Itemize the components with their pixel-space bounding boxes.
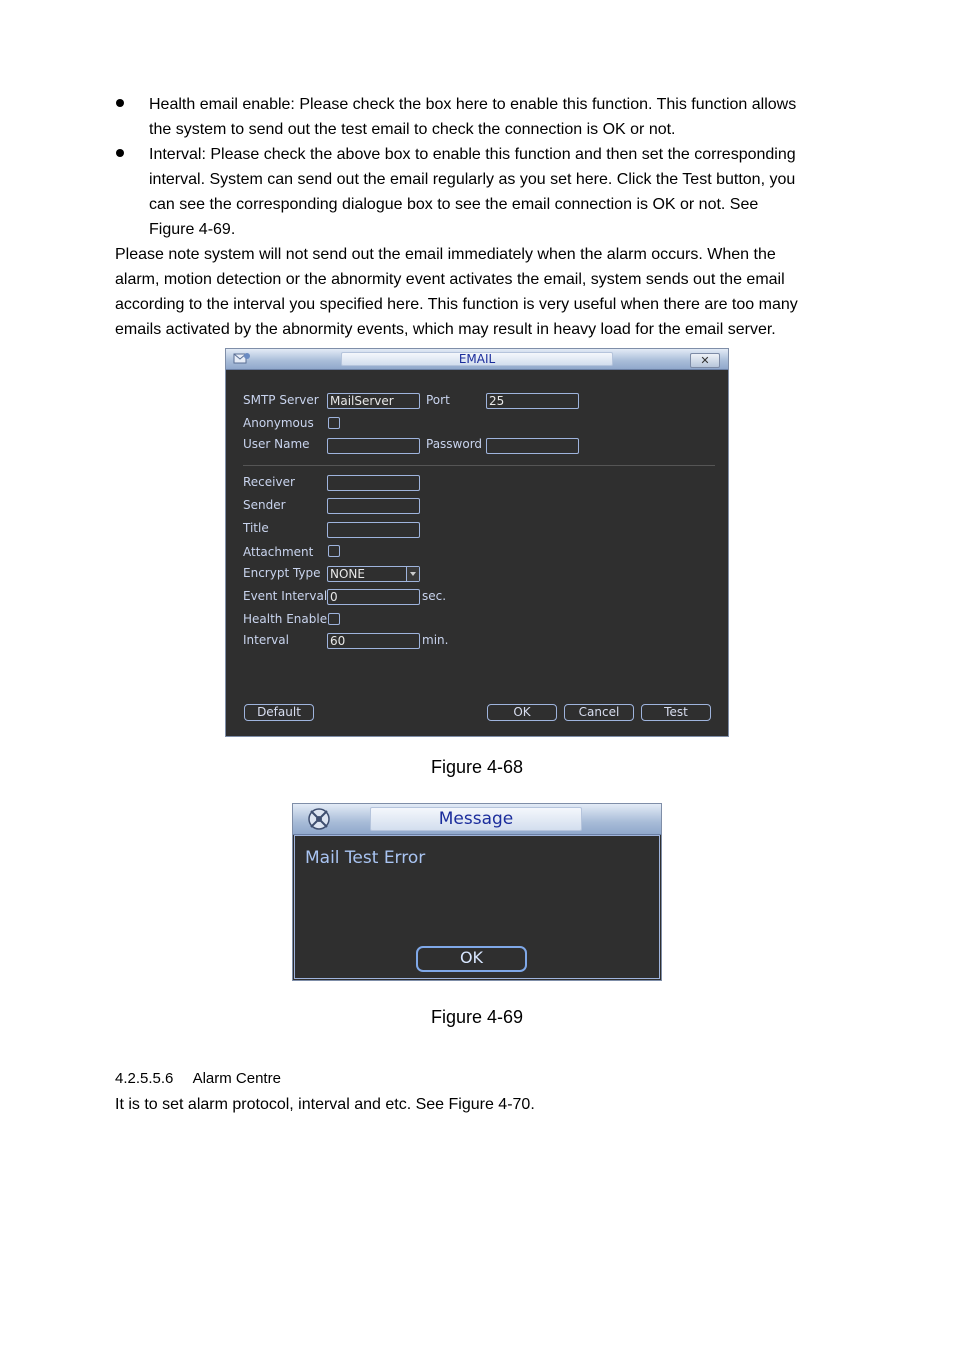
note-line: alarm, motion detection or the abnormity event activates the email, system sends out the email (115, 271, 785, 288)
email-titlebar (226, 349, 728, 370)
section-title: Alarm Centre (192, 1070, 281, 1087)
bullet-health-email (149, 92, 839, 142)
anonymous-checkbox[interactable] (328, 417, 340, 429)
attachment-label: Attachment (243, 545, 314, 559)
email-title: EMAIL (341, 352, 613, 366)
section-divider (243, 465, 715, 466)
close-icon[interactable]: ✕ (690, 353, 720, 368)
ok-button[interactable]: OK (487, 704, 557, 721)
password-input[interactable] (486, 438, 579, 454)
port-input[interactable]: 25 (486, 393, 579, 409)
interval-unit: min. (422, 633, 449, 647)
figure-68-caption: Figure 4-68 (430, 757, 524, 777)
note-paragraph (115, 242, 845, 342)
event-interval-label: Event Interval (243, 589, 328, 603)
encrypt-type-value: NONE (330, 567, 365, 581)
section-number: 4.2.5.5.6 (115, 1070, 174, 1087)
figure-69-caption: Figure 4-69 (430, 1007, 524, 1027)
sender-input[interactable] (327, 498, 420, 514)
smtp-server-label: SMTP Server (243, 393, 319, 407)
message-text: Mail Test Error (305, 848, 426, 868)
bullet-marker (116, 99, 124, 107)
satellite-icon (305, 805, 333, 833)
interval-input[interactable]: 60 (327, 633, 420, 649)
app-icon (232, 351, 252, 367)
anonymous-label: Anonymous (243, 416, 314, 430)
bullet-line: Figure 4-69. (149, 221, 236, 238)
title-input[interactable] (327, 522, 420, 538)
test-button[interactable]: Test (641, 704, 711, 721)
event-interval-unit: sec. (422, 589, 447, 603)
note-line: according to the interval you specified here. This function is very useful when there are too many (115, 296, 798, 313)
bullet-marker (116, 149, 124, 157)
password-label: Password (426, 437, 483, 451)
receiver-input[interactable] (327, 475, 420, 491)
bullet-line: Health email enable: Please check the box here to enable this function. This function allows (149, 96, 797, 113)
health-enable-label: Health Enable (243, 612, 328, 626)
encrypt-type-label: Encrypt Type (243, 566, 321, 580)
interval-label: Interval (243, 633, 289, 647)
event-interval-input[interactable]: 0 (327, 589, 420, 605)
section-heading (115, 1070, 281, 1088)
bullet-line: Interval: Please check the above box to enable this function and then set the corresponding (149, 146, 796, 163)
cancel-button[interactable]: Cancel (564, 704, 634, 721)
user-name-input[interactable] (327, 438, 420, 454)
port-label: Port (426, 393, 450, 407)
default-button[interactable]: Default (244, 704, 314, 721)
message-title: Message (370, 807, 582, 831)
note-line: Please note system will not send out the email immediately when the alarm occurs. When the (115, 246, 776, 263)
chevron-down-icon[interactable] (406, 567, 419, 581)
attachment-checkbox[interactable] (328, 545, 340, 557)
bullet-line: can see the corresponding dialogue box to see the email connection is OK or not. See (149, 196, 759, 213)
encrypt-type-select[interactable] (327, 566, 420, 582)
receiver-label: Receiver (243, 475, 295, 489)
title-label: Title (243, 521, 269, 535)
message-ok-button[interactable]: OK (416, 946, 527, 972)
email-dialog (225, 348, 729, 737)
message-dialog (292, 803, 662, 981)
user-name-label: User Name (243, 437, 310, 451)
bullet-line: the system to send out the test email to check the connection is OK or not. (149, 121, 676, 138)
smtp-server-input[interactable]: MailServer (327, 393, 420, 409)
section-text: It is to set alarm protocol, interval and etc. See Figure 4-70. (115, 1096, 535, 1113)
health-enable-checkbox[interactable] (328, 613, 340, 625)
bullet-line: interval. System can send out the email regularly as you set here. Click the Test button, you (149, 171, 796, 188)
bullet-interval (149, 142, 839, 242)
sender-label: Sender (243, 498, 286, 512)
message-titlebar (293, 804, 661, 835)
note-line: emails activated by the abnormity events, which may result in heavy load for the email server. (115, 321, 776, 338)
